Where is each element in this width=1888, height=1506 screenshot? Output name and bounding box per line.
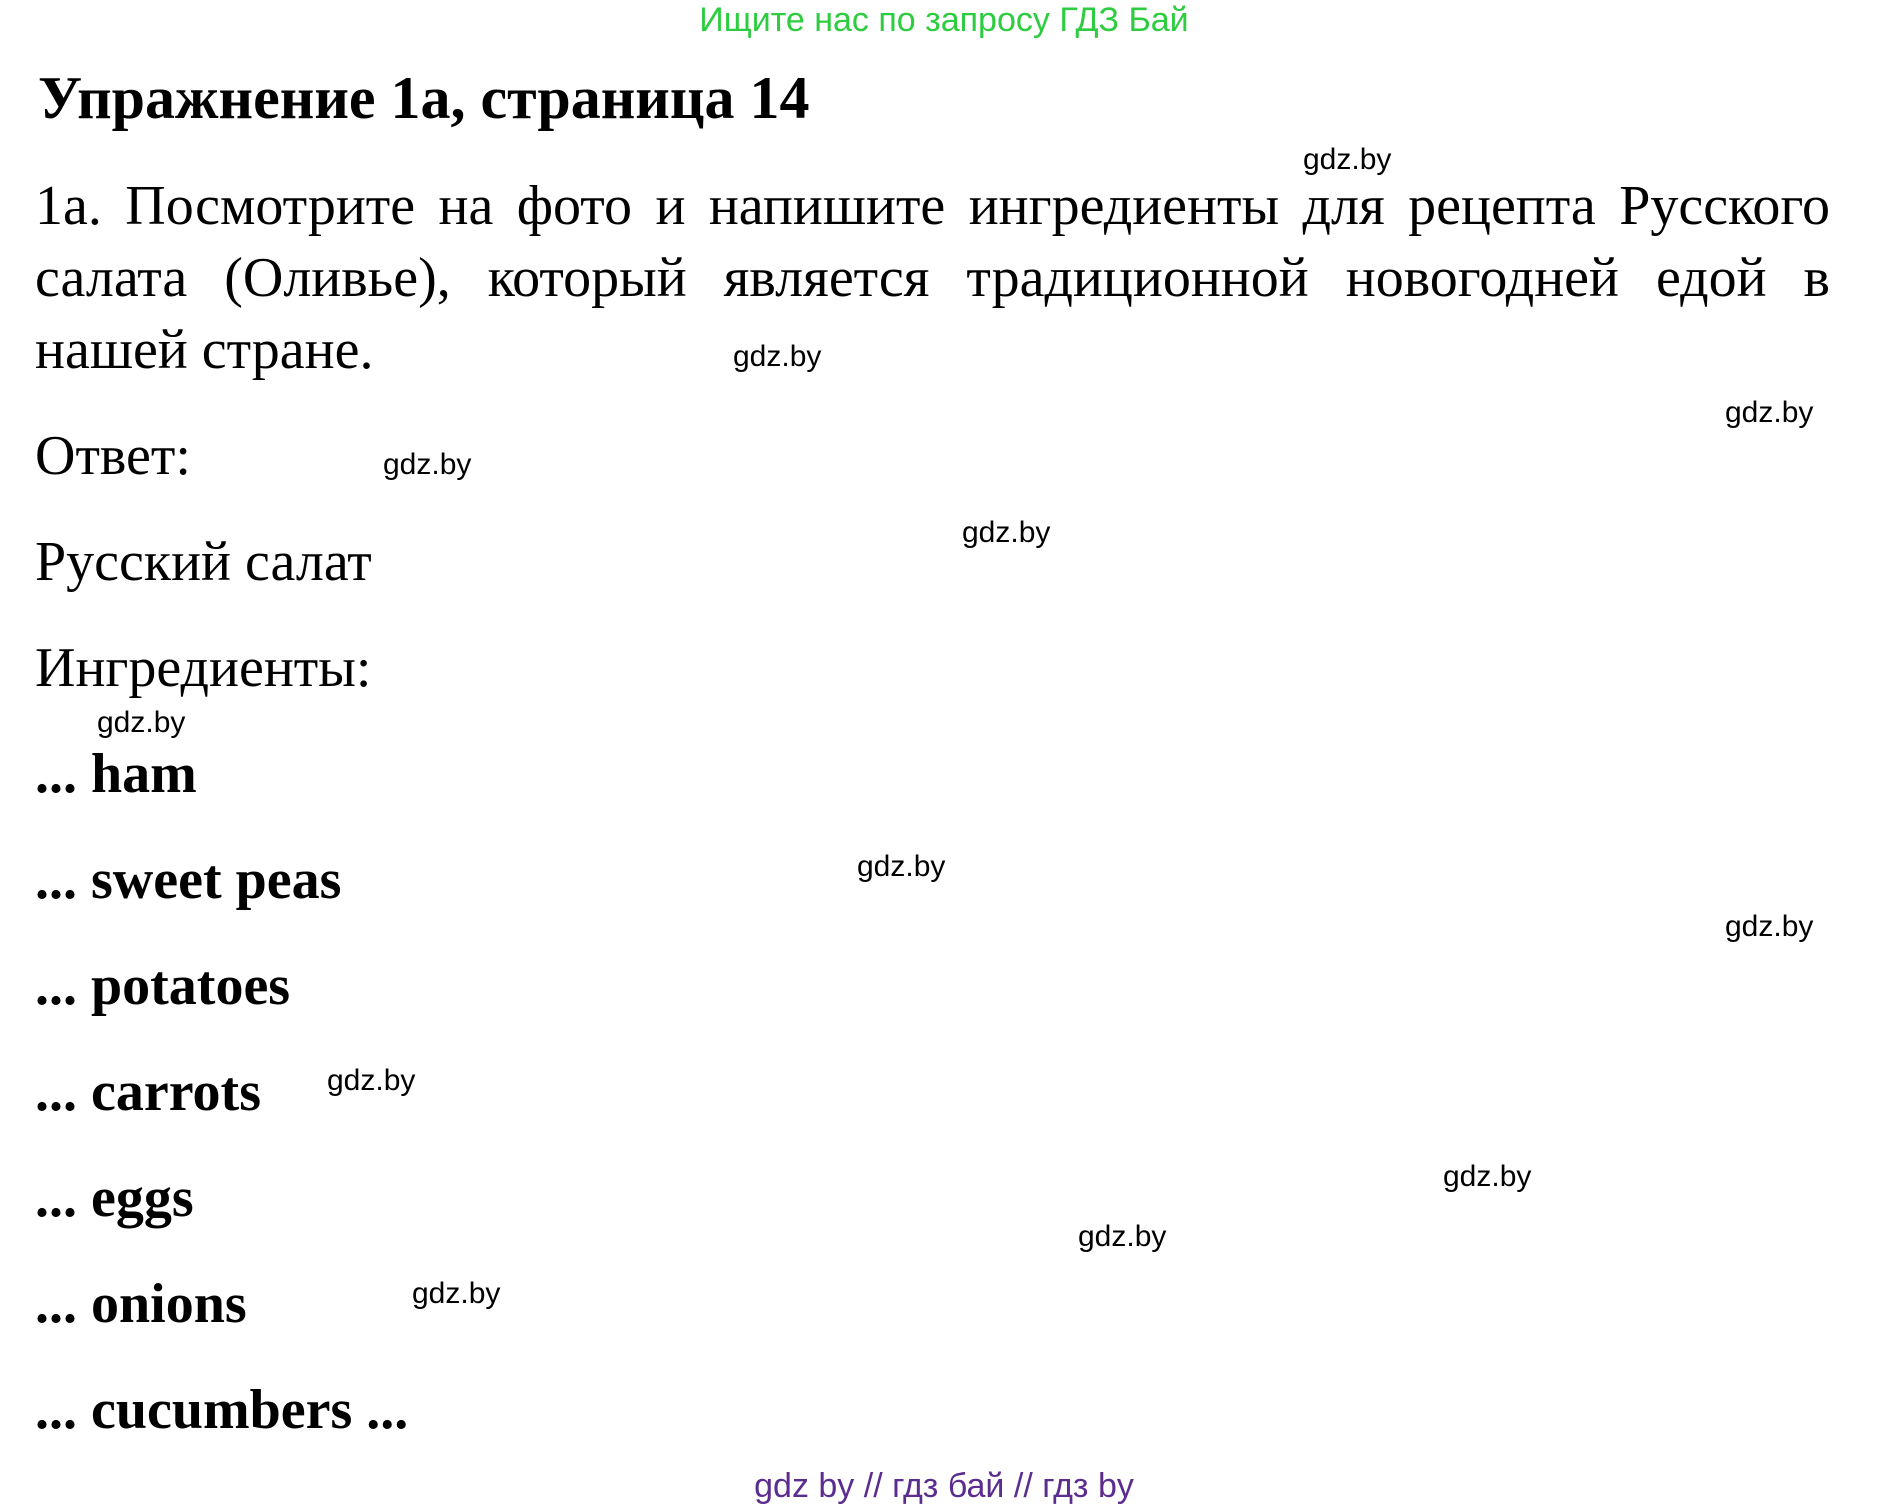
exercise-title: Упражнение 1а, страница 14	[38, 65, 810, 131]
ingredient-item: ... onions	[35, 1273, 247, 1335]
watermark: gdz.by	[1303, 143, 1392, 176]
watermark: gdz.by	[857, 850, 946, 883]
ingredient-item: ... cucumbers ...	[35, 1379, 409, 1441]
watermark: gdz.by	[327, 1064, 416, 1097]
task-text: 1a. Посмотрите на фото и напишите ингредиенты для рецепта Русского салата (Оливье), который является традиционной новогодней едой в нашей стране.	[35, 175, 1830, 381]
watermark: gdz.by	[733, 340, 822, 373]
watermark: gdz.by	[383, 448, 472, 481]
watermark: gdz.by	[962, 516, 1051, 549]
watermark: gdz.by	[1725, 396, 1814, 429]
watermark: gdz.by	[1078, 1220, 1167, 1253]
footer-links: gdz by // гдз бай // гдз by	[754, 1467, 1134, 1505]
ingredients-label: Ингредиенты:	[35, 637, 372, 699]
dish-name: Русский салат	[35, 531, 372, 593]
watermark: gdz.by	[412, 1277, 501, 1310]
ingredient-item: ... eggs	[35, 1167, 194, 1229]
ingredient-item: ... potatoes	[35, 955, 291, 1017]
answer-label: Ответ:	[35, 425, 191, 487]
watermark: gdz.by	[1725, 910, 1814, 943]
watermark: gdz.by	[97, 706, 186, 739]
watermark: gdz.by	[1443, 1160, 1532, 1193]
search-hint-banner: Ищите нас по запросу ГДЗ Бай	[699, 1, 1189, 39]
ingredient-item: ... sweet peas	[35, 849, 342, 911]
ingredient-item: ... ham	[35, 743, 197, 805]
ingredient-item: ... carrots	[35, 1061, 261, 1123]
